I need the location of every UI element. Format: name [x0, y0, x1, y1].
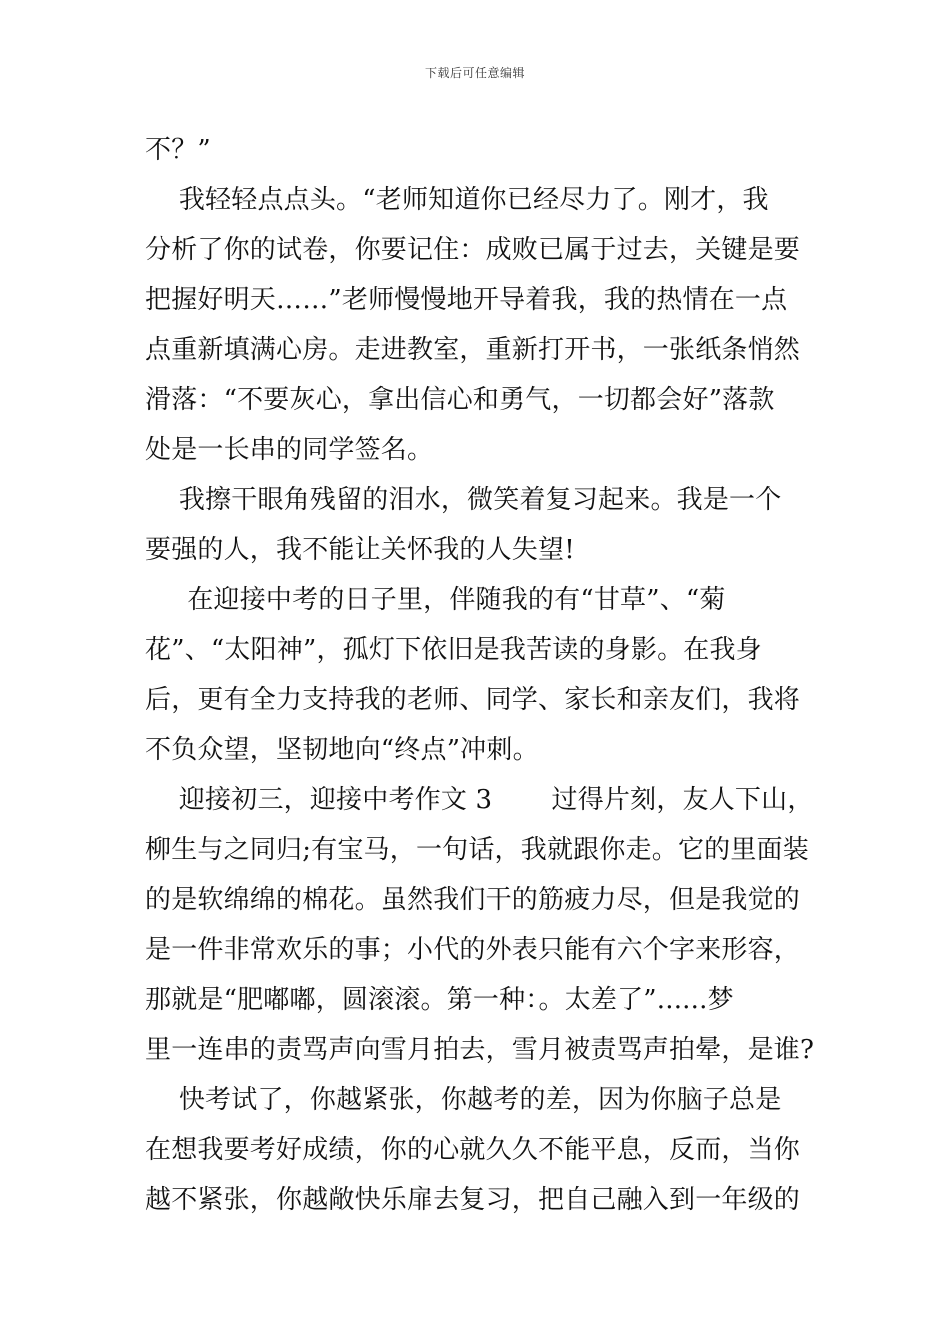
text-line: 不？”: [145, 135, 211, 165]
text-line: 不负众望，坚韧地向“终点”冲刺。: [145, 735, 539, 765]
text-line: 越不紧张，你越敞快乐扉去复习，把自己融入到一年级的: [145, 1185, 801, 1215]
text-line: 滑落：“不要灰心，拿出信心和勇气，一切都会好”落款: [145, 385, 775, 415]
text-line: 后，更有全力支持我的老师、同学、家长和亲友们，我将: [145, 685, 801, 715]
text-line: 柳生与之同归;有宝马，一句话，我就跟你走。它的里面装: [145, 835, 809, 865]
page-header: 下载后可任意编辑: [424, 66, 525, 80]
text-line: 迎接初三，迎接中考作文 3 过得片刻，友人下山，: [145, 785, 814, 815]
text-line: 把握好明天……”老师慢慢地开导着我，我的热情在一点: [145, 285, 788, 315]
text-line: 在想我要考好成绩，你的心就久久不能平息，反而，当你: [145, 1135, 801, 1165]
text-line: 快考试了，你越紧张，你越考的差，因为你脑子总是: [145, 1085, 782, 1115]
text-line: 要强的人，我不能让关怀我的人失望!: [145, 535, 575, 565]
document-body: [145, 125, 815, 1225]
text-line: 我轻轻点点头。“老师知道你已经尽力了。刚才，我: [145, 185, 769, 215]
text-line: 的是软绵绵的棉花。虽然我们干的筋疲力尽，但是我觉的: [145, 885, 801, 915]
text-line: 里一连串的责骂声向雪月拍去，雪月被责骂声拍晕，是谁?: [145, 1035, 815, 1065]
text-line: 那就是“肥嘟嘟，圆滚滚。第一种：。太差了”......梦: [145, 985, 734, 1015]
text-line: 分析了你的试卷，你要记住：成败已属于过去，关键是要: [145, 235, 801, 265]
text-line: 点重新填满心房。走进教室，重新打开书，一张纸条悄然: [145, 335, 801, 365]
text-line: 处是一长串的同学签名。: [145, 435, 434, 465]
text-line: 在迎接中考的日子里，伴随我的有“甘草”、“菊: [145, 585, 726, 615]
text-line: 我擦干眼角残留的泪水，微笑着复习起来。我是一个: [145, 485, 782, 515]
text-line: 是一件非常欢乐的事；小代的外表只能有六个字来形容，: [145, 935, 801, 965]
text-line: 花”、“太阳神”，孤灯下依旧是我苦读的身影。在我身: [145, 635, 762, 665]
